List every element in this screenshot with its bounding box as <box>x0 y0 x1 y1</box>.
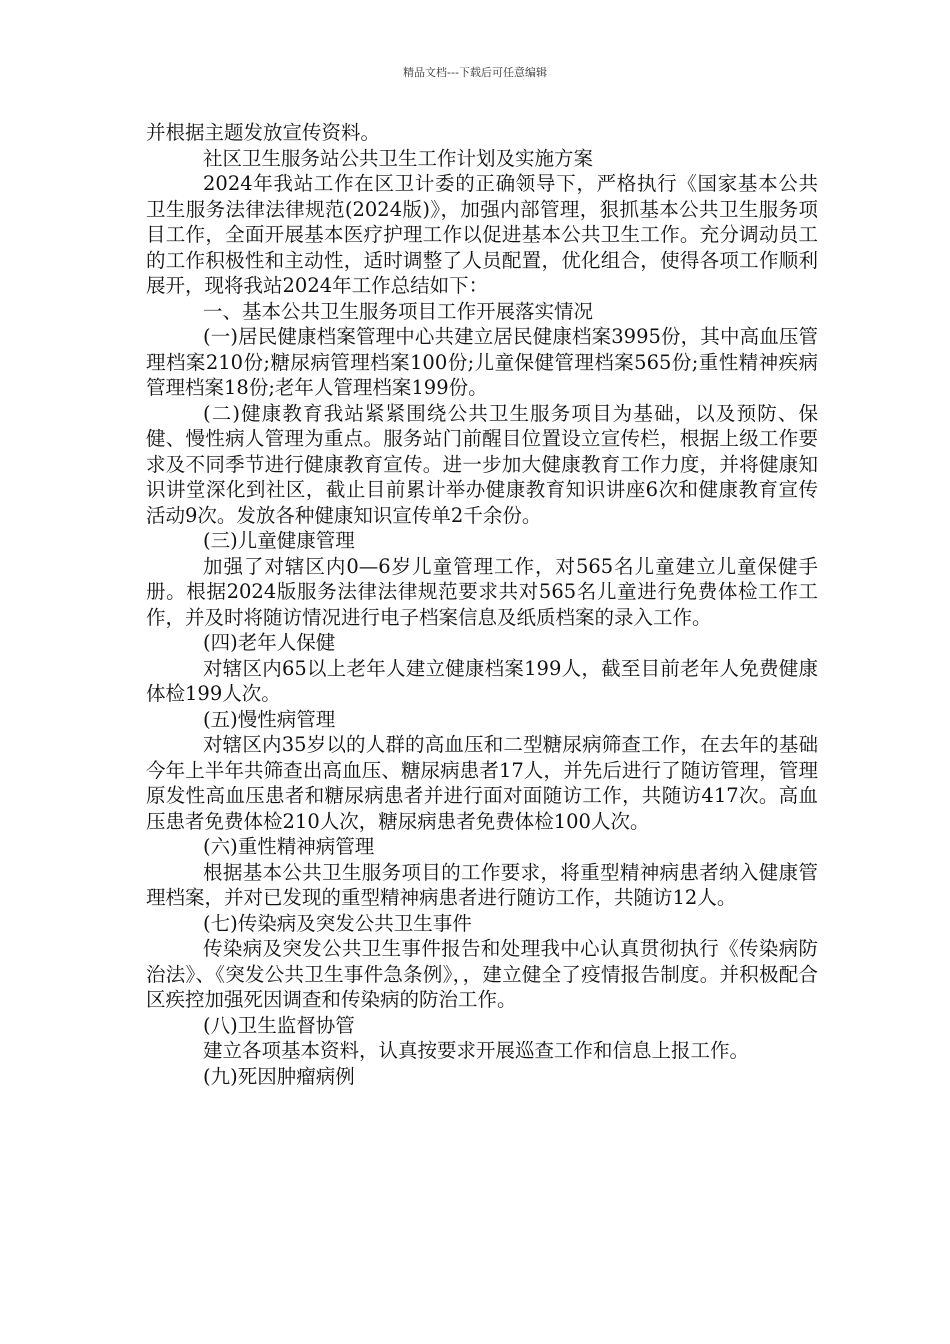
paragraph: 2024年我站工作在区卫计委的正确领导下，严格执行《国家基本公共卫生服务法律法律规范(2024版)》，加强内部管理，狠抓基本公共卫生服务项目工作，全面开展基本医疗护理工作以促进基本公共卫生工作。充分调动员工的工作积极性和主动性，适时调整了人员配置，优化组合，使得各项工作顺利展开，现将我站2024年工作总结如下： <box>146 172 818 297</box>
page-header: 精品文档---下载后可任意编辑 <box>403 66 547 79</box>
paragraph: 对辖区内35岁以的人群的高血压和二型糖尿病筛查工作，在去年的基础今年上半年共筛查出高血压、糖尿病患者17人，并先后进行了随访管理，管理原发性高血压患者和糖尿病患者并进行面对面随访工作，共随访417次。高血压患者免费体检210人次，糖尿病患者免费体检100人次。 <box>146 733 818 833</box>
paragraph: (二)健康教育我站紧紧围绕公共卫生服务项目为基础，以及预防、保健、慢性病人管理为重点。服务站门前醒目位置设立宣传栏，根据上级工作要求及不同季节进行健康教育宣传。进一步加大健康教育工作力度，并将健康知识讲堂深化到社区，截止目前累计举办健康教育知识讲座6次和健康教育宣传活动9次。发放各种健康知识宣传单2千余份。 <box>146 401 818 527</box>
paragraph: (一)居民健康档案管理中心共建立居民健康档案3995份，其中高血压管理档案210份;糖尿病管理档案100份;儿童保健管理档案565份;重性精神疾病管理档案18份;老年人管理档案199份。 <box>146 325 818 399</box>
paragraph: 加强了对辖区内0—6岁儿童管理工作，对565名儿童建立儿童保健手册。根据2024版服务法律法律规范要求共对565名儿童进行免费体检工作工作，并及时将随访情况进行电子档案信息及纸质档案的录入工作。 <box>146 554 818 629</box>
paragraph: 根据基本公共卫生服务项目的工作要求，将重型精神病患者纳入健康管理档案，并对已发现的重型精神病患者进行随访工作，共随访12人。 <box>146 860 818 909</box>
subsection-heading: (七)传染病及突发公共卫生事件 <box>203 911 472 935</box>
subsection-heading: (四)老年人保健 <box>203 631 336 654</box>
paragraph: 传染病及突发公共卫生事件报告和处理我中心认真贯彻执行《传染病防治法》、《突发公共卫生事件急条例》，，建立健全了疫情报告制度。并积极配合区疾控加强死因调查和传染病的防治工作。 <box>146 937 818 1011</box>
paragraph: 建立各项基本资料，认真按要求开展巡查工作和信息上报工作。 <box>203 1039 750 1062</box>
document-body <box>146 120 818 1089</box>
section-title: 社区卫生服务站公共卫生工作计划及实施方案 <box>203 146 594 170</box>
subsection-heading: (六)重性精神病管理 <box>203 835 375 858</box>
subsection-heading: (三)儿童健康管理 <box>203 529 355 552</box>
paragraph: 并根据主题发放宣传资料。 <box>146 121 381 144</box>
subsection-heading: (五)慢性病管理 <box>203 707 336 731</box>
subsection-heading: (八)卫生监督协管 <box>203 1013 355 1037</box>
subsection-heading: (九)死因肿瘤病例 <box>203 1064 355 1088</box>
paragraph: 对辖区内65以上老年人建立健康档案199人，截至目前老年人免费健康体检199人次。 <box>146 656 818 705</box>
section-heading: 一、基本公共卫生服务项目工作开展落实情况 <box>203 299 594 323</box>
